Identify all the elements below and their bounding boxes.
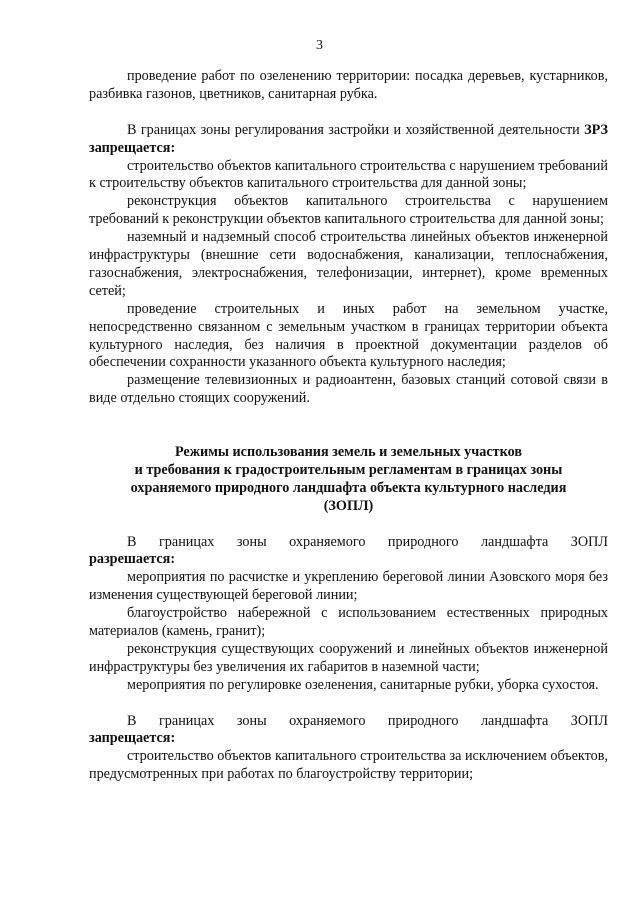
zrz-lead-bold: ЗРЗ запрещается: [89,121,608,156]
page-number: 3 [316,38,323,53]
paragraph-zrz-lead [89,122,608,158]
heading-line: охраняемого природного ландшафта объекта культурного наследия [130,479,567,496]
section-heading [89,444,608,516]
spacer [89,516,608,534]
zrz-lead-text: В границах зоны регулирования застройки и хозяйственной деятельности [127,121,585,138]
heading-line: Режимы использования земель и земельных участков [174,444,523,460]
list-item-zopl-allowed: реконструкция существующих сооружений и линейных объектов инженерной инфраструктуры без увеличения их габаритов в наземной части; [89,640,608,675]
paragraph-zopl-forbidden-lead: В границах зоны охраняемого природного ландшафта ЗОПЛ [127,712,608,729]
list-item-zrz: строительство объектов капитального строительства с нарушением требований к строительству объектов капитального строительства для данной зоны; [89,157,608,192]
list-item-zopl-allowed: мероприятия по регулировке озеленения, санитарные рубки, уборка сухостоя. [127,676,599,693]
heading-line: (ЗОПЛ) [323,497,374,514]
spacer [89,695,608,713]
zopl-forbidden-bold: запрещается: [89,730,176,747]
list-item-zopl-allowed: мероприятия по расчистке и укреплению береговой линии Азовского моря без изменения существующей береговой линии; [89,569,608,604]
list-item-zopl-forbidden: строительство объектов капитального строительства за исключением объектов, предусмотренных при работах по благоустройству территории; [89,748,608,783]
list-item-zrz: проведение строительных и иных работ на земельном участке, непосредственно связанном с земельным участком в границах территории объекта культурного наследия, без наличия в проектной документации разделов об обеспечении сохранности указанного объекта культурного наследия; [89,300,608,371]
paragraph-zopl-allowed-lead: В границах зоны охраняемого природного ландшафта ЗОПЛ [127,533,608,550]
list-item-zrz: наземный и надземный способ строительства линейных объектов инженерной инфраструктуры (внешние сети водоснабжения, канализации, теплоснабжения, газоснабжения, электроснабжения, телефонизации, интернет), кроме временных сетей; [89,229,608,299]
zopl-allowed-bold: разрешается: [89,551,176,568]
paragraph-greening-works: проведение работ по озеленению территории: посадка деревьев, кустарников, разбивка газонов, цветников, санитарная рубка. [89,68,608,102]
document-body [89,68,608,784]
heading-line: и требования к градостроительным регламентам в границах зоны [134,461,563,478]
list-item-zopl-allowed: благоустройство набережной с использованием естественных природных материалов (камень, гранит); [89,605,608,640]
spacer [89,408,608,444]
list-item-zrz: размещение телевизионных и радиоантенн, базовых станций сотовой связи в виде отдельно стоящих сооружений. [89,372,608,407]
list-item-zrz: реконструкция объектов капитального строительства с нарушением требований к реконструкции объектов капитального строительства для данной зоны; [89,193,608,228]
spacer [89,104,608,122]
